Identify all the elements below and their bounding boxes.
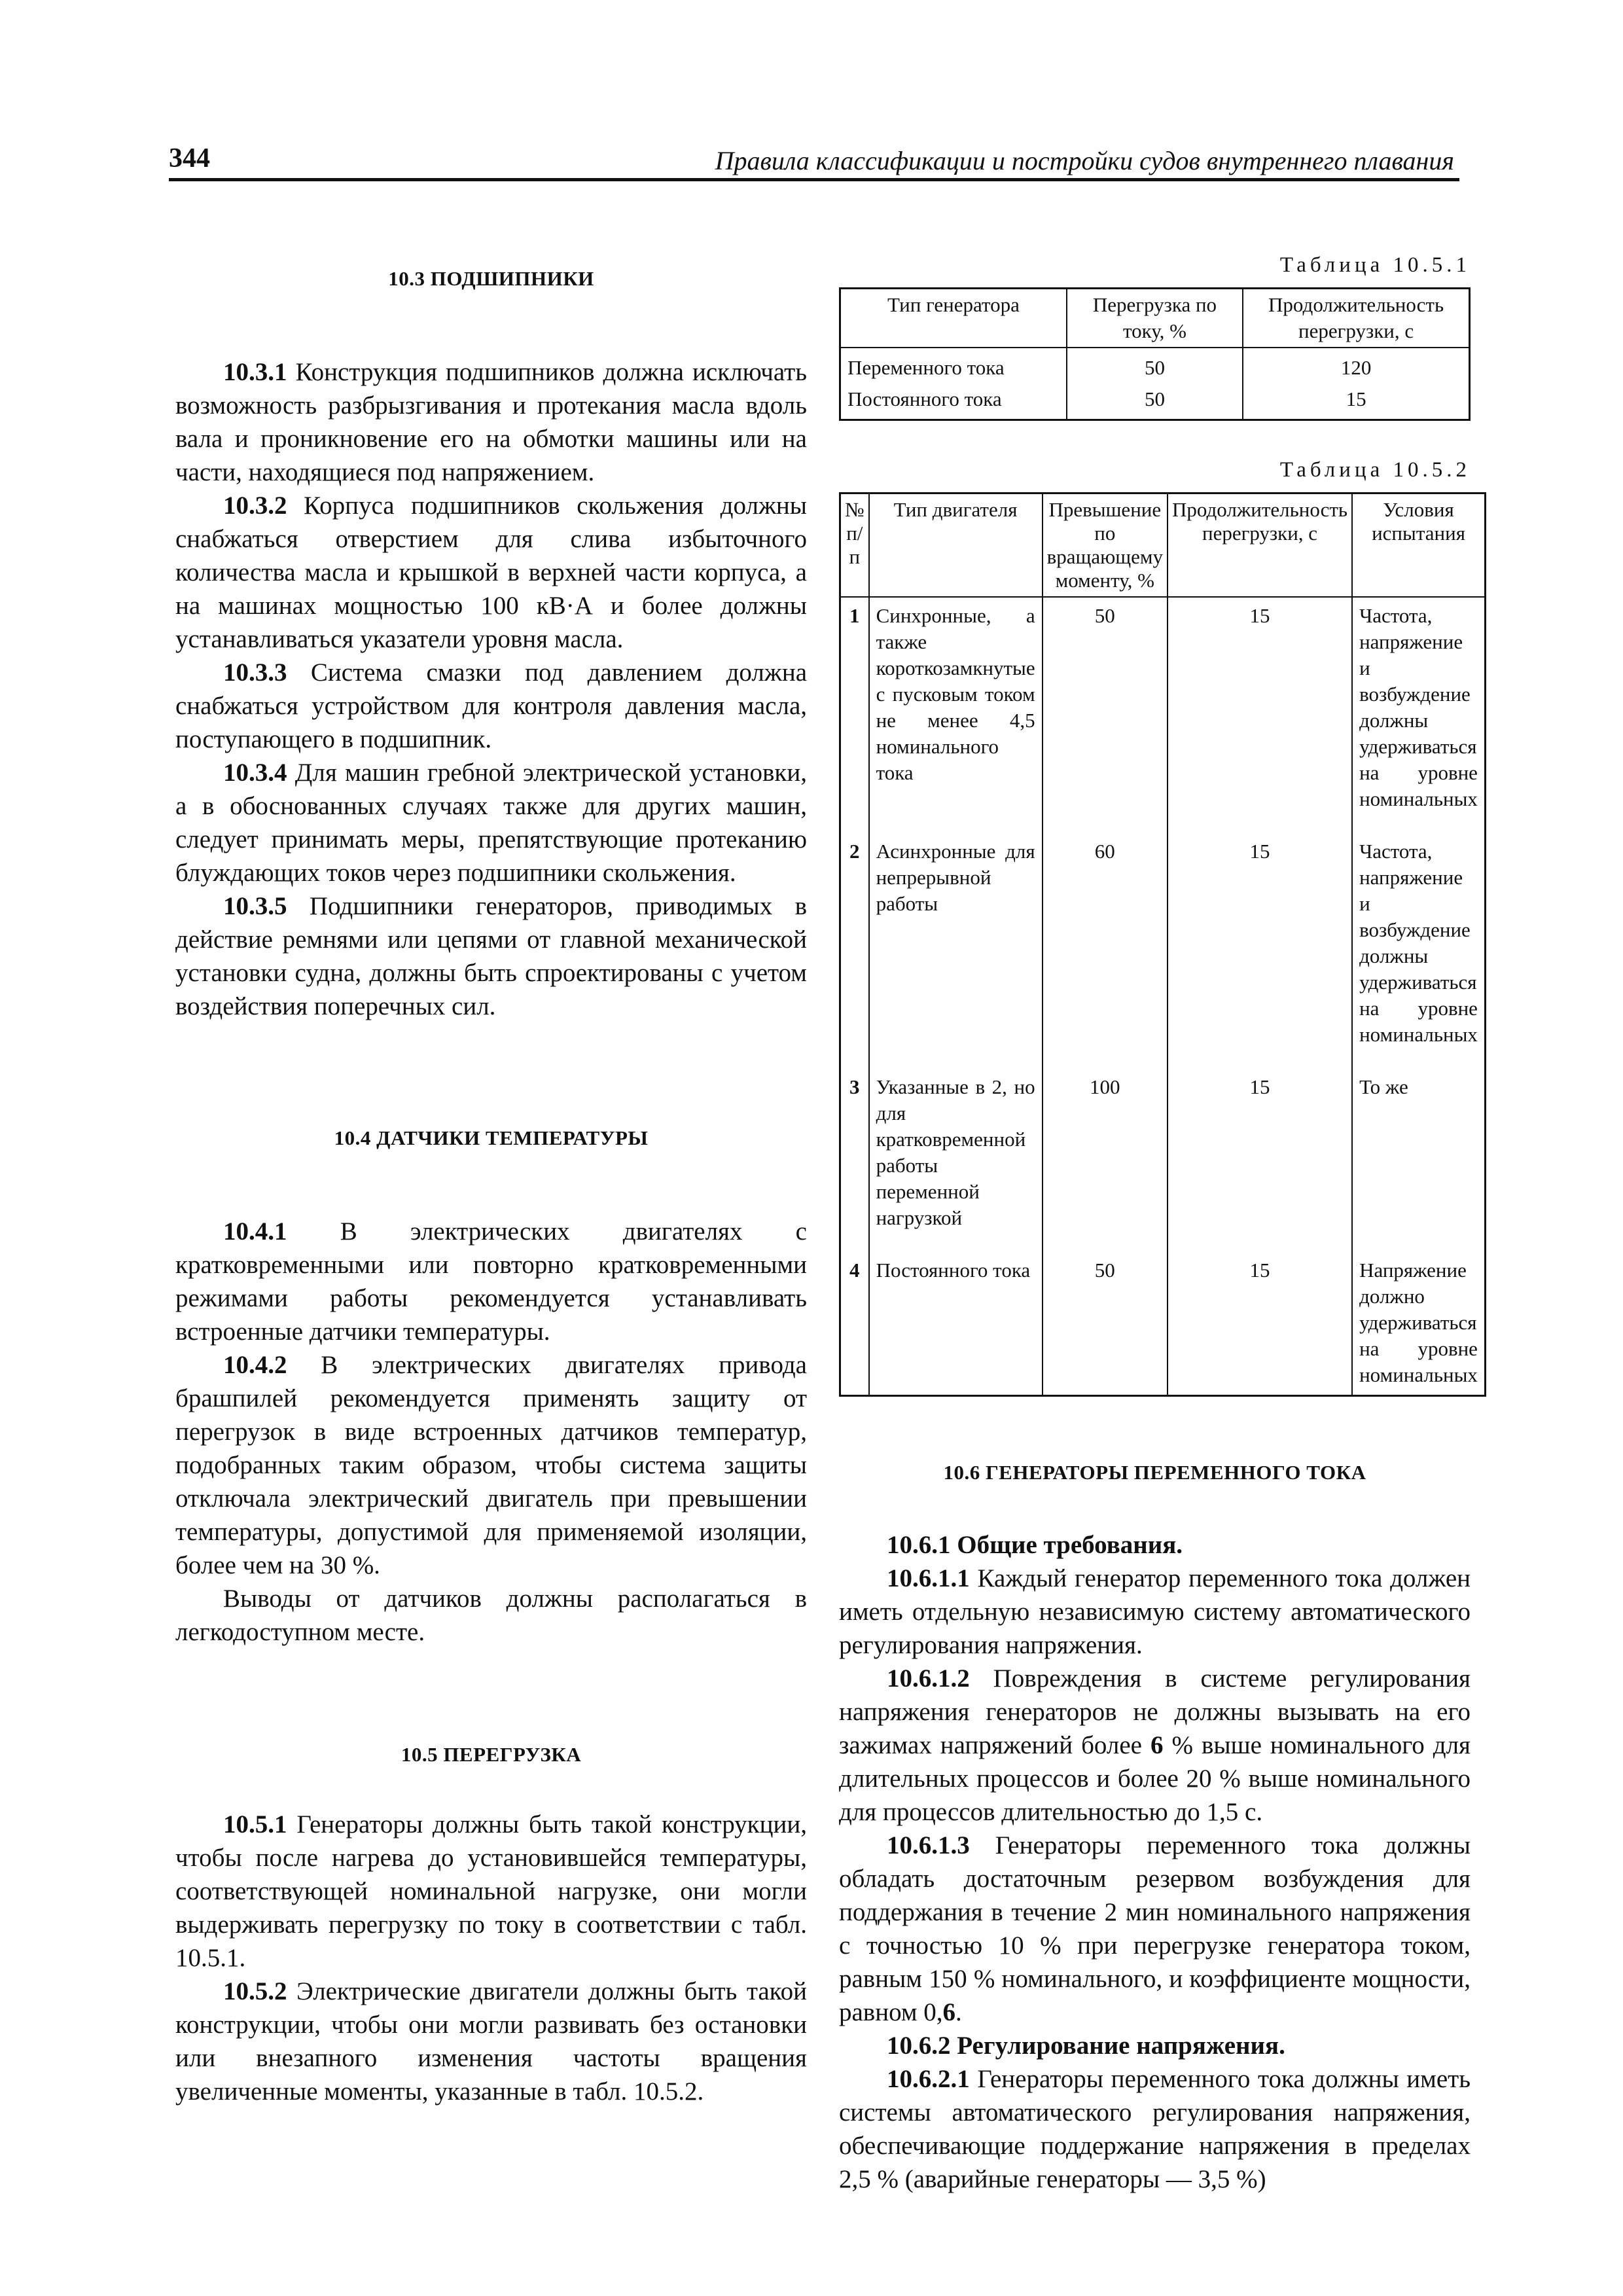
- table-cell: 2: [840, 833, 869, 1069]
- table-cell: 1: [840, 597, 869, 833]
- paragraph-10-5-1: 10.5.1 Генераторы должны быть такой конструкции, чтобы после нагрева до установившейся температуры, соответствующей номинальной нагрузке, они могли выдерживать перегрузку по току в соответствии с табл. 10.5.1.: [175, 1810, 807, 1972]
- table-caption-10-5-1: Таблица 10.5.1: [1279, 253, 1471, 277]
- subheading-10-6-2: 10.6.2 Регулирование напряжения.: [887, 2032, 1285, 2060]
- section-title-10-3: 10.3 ПОДШИПНИКИ: [388, 267, 594, 290]
- table-cell: 50: [1043, 597, 1168, 833]
- table-cell: Частота, напряжение и возбуждение должны удерживаться на уровне номинальных: [1352, 597, 1485, 833]
- table-cell: Постоянного тока: [869, 1252, 1043, 1396]
- section-title-10-4: 10.4 ДАТЧИКИ ТЕМПЕРАТУРЫ: [334, 1126, 649, 1149]
- table-cell: Синхронные, а также короткозамкнутые с пусковым током не менее 4,5 номинального тока: [869, 597, 1043, 833]
- table-cell: Указанные в 2, но для кратковременной работы переменной нагрузкой: [869, 1069, 1043, 1252]
- table-cell: Напряжение должно удерживаться на уровне номинальных: [1352, 1252, 1485, 1396]
- column-header: Продолжительность перегрузки, с: [1168, 493, 1352, 598]
- paragraph-10-6-1-1: 10.6.1.1 Каждый генератор переменного тока должен иметь отдельную независимую систему автоматического регулирования напряжения.: [839, 1564, 1471, 1659]
- table-cell: То же: [1352, 1069, 1485, 1252]
- table-cell: Переменного тока: [840, 348, 1067, 384]
- table-cell: 50: [1043, 1252, 1168, 1396]
- table-row: [840, 384, 1470, 420]
- paragraph-10-3-4: 10.3.4 Для машин гребной электрической установки, а в обоснованных случаях также для других машин, следует принимать меры, препятствующие протеканию блуждающих токов через подшипники скольжения.: [175, 759, 807, 887]
- table-header-row: [840, 493, 1486, 598]
- paragraph-10-3-3: 10.3.3 Система смазки под давлением должна снабжаться устройством для контроля давления масла, поступающего в подшипник.: [175, 658, 807, 753]
- table-row: [840, 1252, 1486, 1396]
- column-header: Продолжительность перегрузки, с: [1243, 289, 1469, 348]
- column-header: Перегрузка по току, %: [1067, 289, 1243, 348]
- table-cell: 15: [1168, 1069, 1352, 1252]
- paragraph-10-4-2: 10.4.2 В электрических двигателях привода брашпилей рекомендуется применять защиту от перегрузок в виде встроенных датчиков температур, подобранных таким образом, чтобы система защиты отключала электрический двигатель при превышении температуры, допустимой для применяемой изоляции, более чем на 30 %.: [175, 1351, 807, 1579]
- paragraph-10-3-5: 10.3.5 Подшипники генераторов, приводимых в действие ремнями или цепями от главной механической установки судна, должны быть спроектированы с учетом воздействия поперечных сил.: [175, 892, 807, 1020]
- paragraph-10-3-1: 10.3.1 Конструкция подшипников должна исключать возможность разбрызгивания и протекания масла вдоль вала и проникновение его на обмотки машины или на части, находящиеся под напряжением.: [175, 358, 807, 486]
- table-cell: Постоянного тока: [840, 384, 1067, 420]
- paragraph-10-5-2: 10.5.2 Электрические двигатели должны быть такой конструкции, чтобы они могли развивать без остановки или внезапного изменения частоты вращения увеличенные моменты, указанные в табл. 10.5.2.: [175, 1977, 807, 2106]
- column-header: Тип генератора: [840, 289, 1067, 348]
- section-title-10-6: 10.6 ГЕНЕРАТОРЫ ПЕРЕМЕННОГО ТОКА: [943, 1461, 1366, 1484]
- table-cell: 50: [1067, 348, 1243, 384]
- table-row: [840, 1069, 1486, 1252]
- table-row: [840, 348, 1470, 384]
- paragraph-10-4-note: Выводы от датчиков должны располагаться в легкодоступном месте.: [175, 1585, 807, 1646]
- table-cell: 15: [1243, 384, 1469, 420]
- column-header: Условия испытания: [1352, 493, 1485, 598]
- column-header: Превышение по вращающему моменту, %: [1043, 493, 1168, 598]
- table-cell: 3: [840, 1069, 869, 1252]
- table-cell: 4: [840, 1252, 869, 1396]
- paragraph-10-6-2-1: 10.6.2.1 Генераторы переменного тока должны иметь системы автоматического регулирования напряжения, обеспечивающие поддержание напряжения в пределах 2,5 % (аварийные генераторы — 3,5 %): [839, 2065, 1471, 2193]
- paragraph-10-3-2: 10.3.2 Корпуса подшипников скольжения должны снабжаться отверстием для слива избыточного количества масла и крышкой в верхней части корпуса, а на машинах мощностью 100 кВ·А и более должны устанавливаться указатели уровня масла.: [175, 492, 807, 653]
- paragraph-10-6-1-3: 10.6.1.3 Генераторы переменного тока должны обладать достаточным резервом возбуждения для поддержания в течение 2 мин номинального напряжения с точностью 10 % при перегрузке генератора током, равным 150 % номинального, и коэффициенте мощности, равном 0,6.: [839, 1831, 1471, 2026]
- running-title: Правила классификации и постройки судов внутреннего плавания: [715, 146, 1454, 175]
- table-cell: 50: [1067, 384, 1243, 420]
- table-10-5-1: [839, 287, 1471, 421]
- table-cell: Асинхронные для непрерывной работы: [869, 833, 1043, 1069]
- paragraph-10-6-1-2: 10.6.1.2 Повреждения в системе регулирования напряжения генераторов не должны вызывать на его зажимах напряжений более 6 % выше номинального для длительных процессов и более 20 % выше номинального для процессов длительностью до 1,5 с.: [839, 1664, 1471, 1826]
- table-cell: 15: [1168, 833, 1352, 1069]
- table-10-5-2: [839, 492, 1486, 1397]
- header-rule: [169, 178, 1459, 181]
- paragraph-10-4-1: 10.4.1 В электрических двигателях с кратковременными или повторно кратковременными режимами работы рекомендуется устанавливать встроенные датчики температуры.: [175, 1217, 807, 1346]
- table-cell: 15: [1168, 1252, 1352, 1396]
- table-cell: 60: [1043, 833, 1168, 1069]
- column-header: Тип двигателя: [869, 493, 1043, 598]
- table-cell: 100: [1043, 1069, 1168, 1252]
- section-title-10-5: 10.5 ПЕРЕГРУЗКА: [401, 1743, 582, 1766]
- table-cell: Частота, напряжение и возбуждение должны удерживаться на уровне номинальных: [1352, 833, 1485, 1069]
- page-number: 344: [169, 143, 210, 173]
- table-row: [840, 597, 1486, 833]
- table-row: [840, 833, 1486, 1069]
- table-cell: 120: [1243, 348, 1469, 384]
- table-cell: 15: [1168, 597, 1352, 833]
- left-column: [175, 249, 807, 2108]
- table-caption-10-5-2: Таблица 10.5.2: [1279, 458, 1471, 482]
- right-column: [839, 249, 1478, 2196]
- table-header-row: [840, 289, 1470, 348]
- subheading-10-6-1: 10.6.1 Общие требования.: [887, 1531, 1183, 1559]
- column-header: № п/п: [840, 493, 869, 598]
